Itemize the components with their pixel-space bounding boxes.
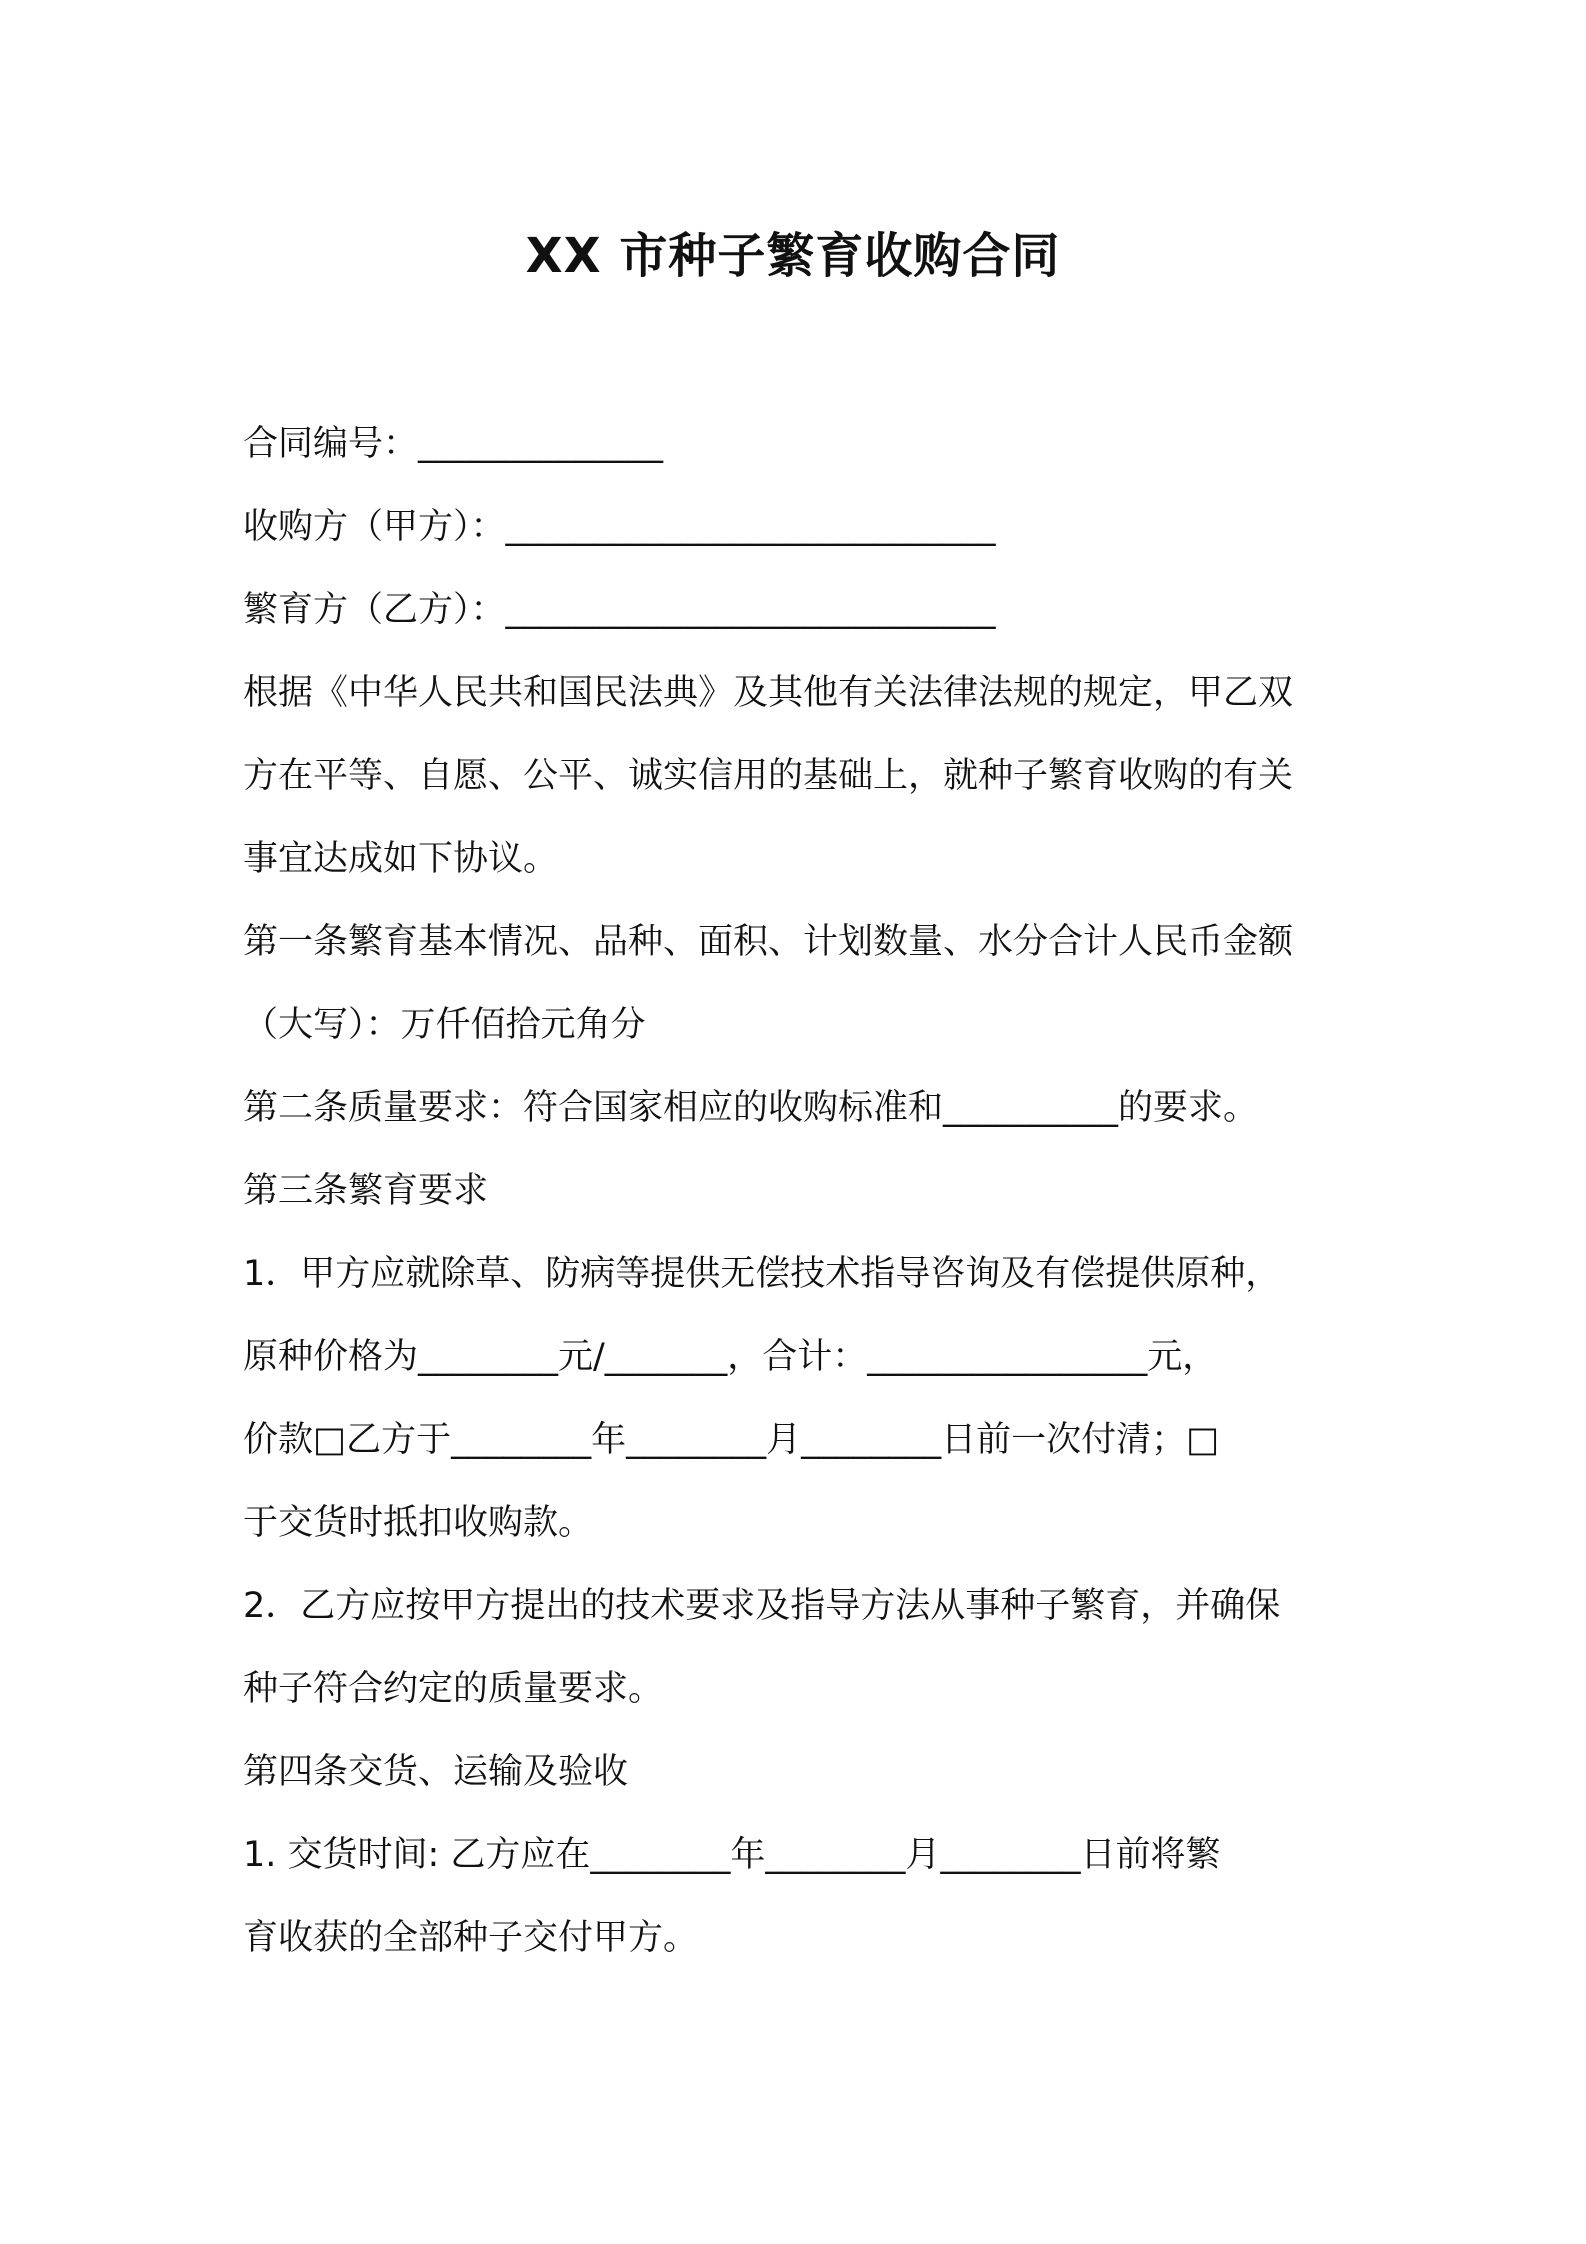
article-3-item-1-line-2: 原种价格为________元/_______，合计：________________元， [243,1337,1218,1377]
article-3-item-2-line-1: 2．乙方应按甲方提出的技术要求及指导方法从事种子繁育，并确保 [243,1586,1281,1626]
article-3-item-2-line-2: 种子符合约定的质量要求。 [243,1669,664,1709]
article-1-line-2: （大写）：万仟佰拾元角分 [243,1005,646,1045]
article-1-line-1: 第一条繁育基本情况、品种、面积、计划数量、水分合计人民币金额 [243,922,1294,962]
article-3-heading: 第三条繁育要求 [243,1171,489,1211]
breeder-line: 繁育方（乙方）：____________________________ [243,590,996,630]
document-body [243,403,1358,1980]
article-3-item-1-line-1: 1．甲方应就除草、防病等提供无偿技术指导咨询及有偿提供原种， [243,1254,1281,1294]
preamble-line-2: 方在平等、自愿、公平、诚实信用的基础上，就种子繁育收购的有关 [243,756,1294,796]
preamble-line-1: 根据《中华人民共和国民法典》及其他有关法律法规的规定，甲乙双 [243,673,1294,713]
article-3-item-1-line-3: 价款□乙方于________年________月________日前一次付清；□ [243,1420,1220,1460]
document-title: XX 市种子繁育收购合同 [525,228,1061,284]
article-3-item-1-line-4: 于交货时抵扣收购款。 [243,1503,594,1543]
article-4-item-1-line-2: 育收获的全部种子交付甲方。 [243,1918,699,1958]
article-2-line: 第二条质量要求：符合国家相应的收购标准和__________的要求。 [243,1088,1259,1128]
preamble-line-3: 事宜达成如下协议。 [243,839,559,879]
article-4-item-1-line-1: 1. 交货时间: 乙方应在________年________月________日前将繁 [243,1835,1221,1875]
article-4-heading: 第四条交货、运输及验收 [243,1752,629,1792]
contract-number-line: 合同编号：______________ [243,424,664,464]
buyer-line: 收购方（甲方）：____________________________ [243,507,996,547]
